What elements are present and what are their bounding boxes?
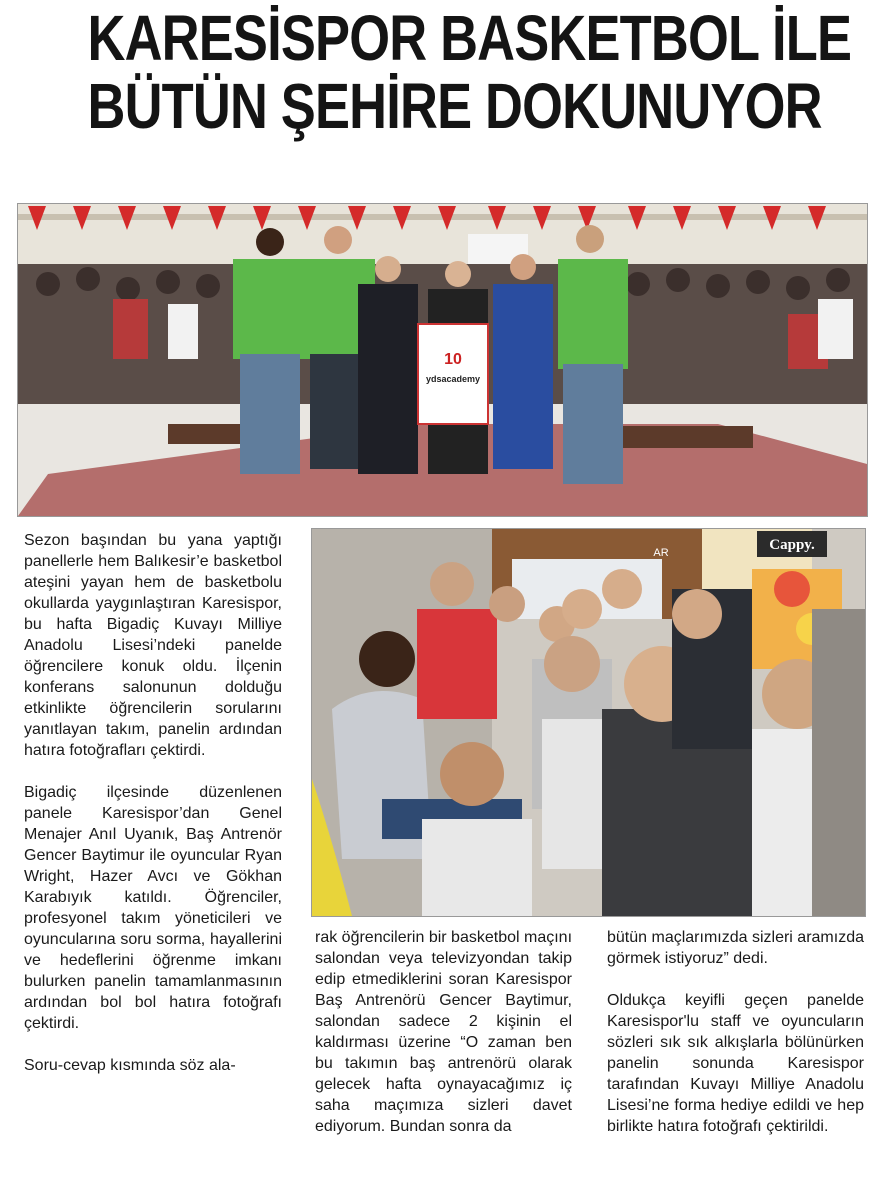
article-column-3: [607, 927, 864, 1137]
group-photo-illustration: [18, 204, 867, 516]
paragraph: rak öğrencilerin bir basketbol maçını salondan veya televizyondan takip edip etmediklerini soran Karesispor Baş Antrenörü Gencer Baytimur, salondan sadece 2 kişinin el kaldırması üzerine “O zaman ben bu takımın baş antrenörü olarak gelecek hafta oynayacağımız iç saha maçımıza sizleri davet ediyorum. Bundan sonra da: [315, 929, 573, 1135]
students-photo-illustration: [312, 529, 865, 916]
students-photo: [311, 528, 866, 917]
paragraph: bütün maçlarımızda sizleri aramızda görmek istiyoruz” dedi.: [607, 929, 864, 967]
paragraph: Oldukça keyifli geçen panelde Karesispor'lu staff ve oyuncuların sözleri sık sık alkışlarla bölünürken panelin sonunda Karesispor tarafından Kuvayı Milliye Anadolu Lisesi’ne forma hediye edildi ve hep birlikte hatıra fotoğrafı çektirildi.: [607, 992, 864, 1135]
jersey-number: 10: [444, 351, 462, 368]
headline-line-2: BÜTÜN ŞEHİRE DOKUNUYOR: [87, 70, 822, 142]
paragraph: Bigadiç ilçesinde düzenlenen panele Karesispor’dan Genel Menajer Anıl Uyanık, Baş Antrenör Gencer Baytimur ile oyuncular Ryan Wright, Hazer Avcı ve Gökhan Karabıyık katıldı. Öğrenciler, profesyonel takım yöneticileri ve oyuncularına soru sorma, hayallerini ve hedeflerini öğrenme imkanı bulurken panelin tamamlanmasının ardından bol bol hatıra fotoğrafı çektirdi.: [24, 784, 282, 1032]
shop-sign: Cappy.: [769, 537, 815, 553]
jersey-sponsor: ydsacademy: [425, 374, 481, 384]
headline-line-1: KARESİSPOR BASKETBOL İLE: [87, 2, 852, 74]
paragraph: Soru-cevap kısmında söz ala-: [24, 1057, 236, 1074]
paragraph: Sezon başından bu yana yaptığı panellerle hem Balıkesir’e basketbol ateşini yayan hem de basketbolu okullarda yaygınlaştıran Karesispor, bu hafta Bigadiç Kuvayı Milliye Anadolu Lisesi’ndeki panelde öğrencilere konuk oldu. İlçenin konferans salonunun dolduğu etkinlikte öğrencilerin sorularını yanıtlayan takım, panelin ardından hatıra fotoğrafları çektirdi.: [24, 532, 282, 759]
group-photo: [17, 203, 868, 517]
headline: [87, 2, 852, 142]
article-column-1: [24, 530, 282, 1076]
shop-sign-partial: AR: [653, 547, 669, 559]
article-column-2: [315, 927, 572, 1137]
